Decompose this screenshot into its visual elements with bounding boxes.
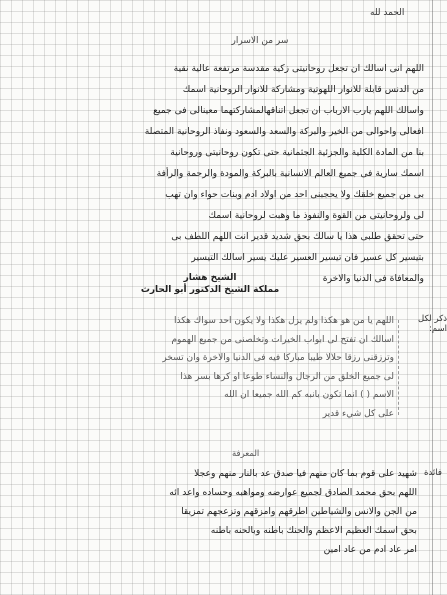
text-line: افعالى واحوالى من الخير والبركة والسعد والسعود ونفاذ الروحانية المتصلة (144, 126, 424, 137)
text-line: اللهم بحق محمد الصادق لجميع عوارضه ومواهبه وحساده واعد ائه (169, 487, 417, 498)
text-line: بحق اسمك العظيم الاعظم والحنك باطنه وبالحنه باطنه (210, 525, 417, 536)
text-line: على كل شيء قدير (322, 408, 394, 419)
text-line: لى ولروحانيتى من القوة والنفوذ ما وهبت لروحانية اسمك (208, 210, 424, 221)
prayer-text (14, 58, 424, 289)
header-mark: الحمد لله (370, 8, 405, 18)
section-note: المعرفة (232, 449, 260, 459)
text-line: من الجن والانس والشياطين اطرقهم وامزقهم وتزعجهم تمزيقا (181, 506, 417, 517)
fayda-label: فائدة (424, 468, 442, 478)
text-line: وترزقنى رزقا حلالا طيبا مباركا فيه فى الدنيا والاخرة وان تسخر (162, 353, 394, 363)
signature-block (110, 272, 310, 296)
text-line: امر عاد ادم من عاد امين (323, 544, 417, 555)
signature-name: الشيخ هشار (183, 273, 237, 283)
text-line: بى من جميع خلقك ولا يحجبنى احد من اولاد ادم وبنات حواء وان تهب (165, 189, 424, 200)
text-line: اللهم انى اسالك ان تجعل روحانيتى زكية مقدسة مرتفعة عالية نقية (173, 63, 424, 74)
text-line: لى جميع الخلق من الرجال والنساء طوعا او كرها بسر هذا (180, 371, 394, 382)
text-line: شهيد على قوم بما كان منهم فيا صدق عد بالنار منهم وعجلا (194, 468, 417, 479)
zikr-text (34, 312, 394, 423)
text-line: اسالك ان تفتح لى ابواب الخيرات وتخلصنى من جميع الهموم (171, 334, 394, 345)
text-line: اللهم يا من هو هكذا ولم يزل هكذا ولا يكون احد سواك هكذا (173, 316, 394, 326)
text-line: من الدنس قابلة للانوار اللهوتية ومشاركة للانوار الروحانية اسمك (182, 84, 424, 95)
text-line: واسالك اللهم يارب الارباب ان تجعل اتناقهالمشاركتهما معينالى فى جميع (153, 105, 424, 116)
text-line: الاسم ( ) انما تكون بانبه كم الله جميعا ان الله (224, 390, 394, 400)
zikr-label: ذكر لكل اسم: (418, 314, 447, 334)
text-line: بتيسير كل عسير فان تيسير العسير عليك يسير اسالك التيسير (191, 252, 424, 263)
signature-title: مملكة الشيخ الدكتور أبو الحارث (140, 285, 280, 295)
fayda-text (22, 464, 417, 559)
margin-bracket (398, 320, 400, 415)
text-line: والمعافاة فى الدنيا والاخرة (322, 273, 424, 284)
text-line: اسمك سارية فى جميع العالم الانسانية بالبركة والمودة والرحمة والرأفة (156, 168, 424, 179)
text-line: بنا من المادة الكلية والجزئية الجثمانية حتى تكون روحانيتى وروحانية (170, 147, 424, 158)
text-line: حتى تحقق طلبى هذا يا سالك بحق شديد قدير انت اللهم اللطف بى (171, 231, 424, 242)
page-subtitle: سر من الاسرار (231, 36, 289, 46)
margin-line (432, 0, 433, 595)
